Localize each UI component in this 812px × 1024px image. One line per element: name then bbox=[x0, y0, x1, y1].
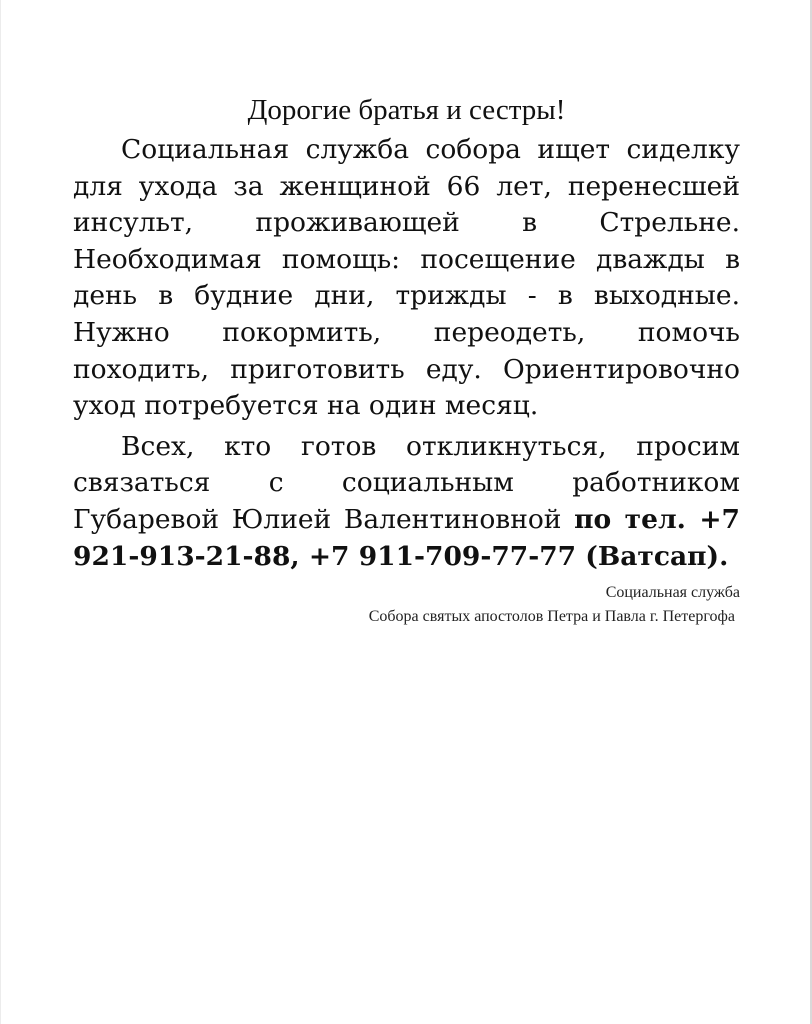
letter-body bbox=[73, 92, 740, 629]
contact-phone-text: по тел. +7 921-913-21-88, +7 911-709-77-77 (Ватсап). bbox=[73, 503, 740, 572]
greeting-heading: Дорогие братья и сестры! bbox=[247, 94, 566, 126]
signature-block bbox=[73, 581, 740, 629]
signature-line-service: Социальная служба bbox=[605, 584, 740, 602]
contact-intro-text: Всех, кто готов откликнуться, просим связаться с социальным работником Губаревой Юлией Валентиновной bbox=[73, 430, 740, 535]
paragraph-contact bbox=[73, 429, 740, 575]
signature-line-cathedral: Собора святых апостолов Петра и Павла г. Петергофа bbox=[368, 608, 735, 626]
paragraph-request: Социальная служба собора ищет сиделку для ухода за женщиной 66 лет, перенесшей инсульт, проживающей в Стрельне. Необходимая помощь: посещение дважды в день в будние дни, трижды - в выходные. Нужно покормить, переодеть, помочь походить, приготовить еду. Ориентировочно уход потребуется на один месяц. bbox=[73, 134, 740, 422]
